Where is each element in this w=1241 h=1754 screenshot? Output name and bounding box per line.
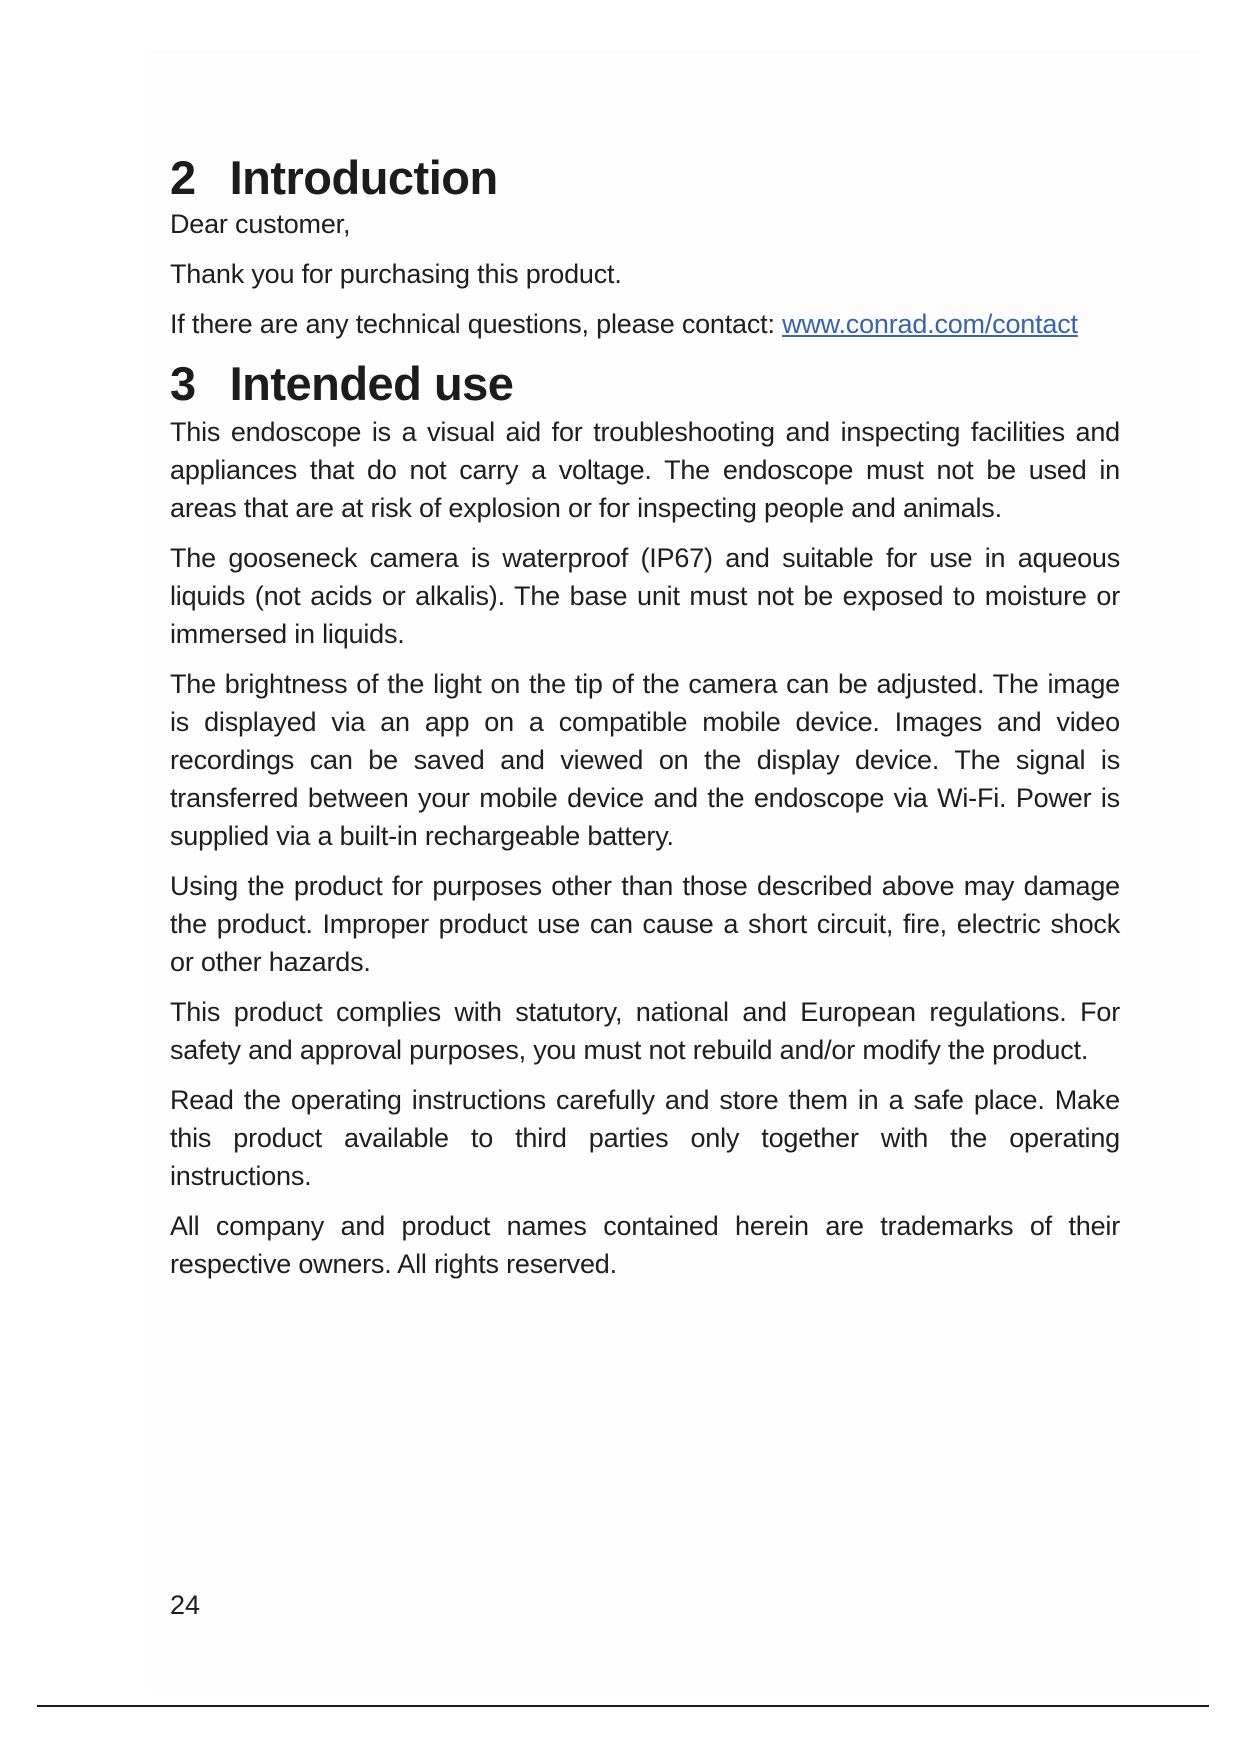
heading-number: 3 — [170, 357, 196, 411]
paragraph: This endoscope is a visual aid for troubleshooting and inspecting facilities and appliances that do not carry a voltage. The endoscope must not be used in areas that are at risk of explosion or for inspecting people and animals. — [170, 416, 1120, 523]
page-number: 24 — [170, 1590, 201, 1620]
contact-paragraph — [170, 306, 1120, 342]
footer-divider — [37, 1705, 1209, 1707]
greeting-text: Dear customer, — [170, 209, 351, 240]
paragraph: This product complies with statutory, national and European regulations. For safety and approval purposes, you must not rebuild and/or modify the product. — [170, 996, 1120, 1065]
heading-introduction — [170, 150, 1120, 206]
paragraph: Using the product for purposes other than those described above may damage the product. Improper product use can cause a short circuit, fire, electric shock or other hazards. — [170, 870, 1120, 977]
contact-link[interactable]: www.conrad.com/contact — [782, 309, 1078, 340]
heading-title: Introduction — [229, 151, 498, 204]
thanks-text: Thank you for purchasing this product. — [170, 259, 622, 290]
paragraph: The brightness of the light on the tip of the camera can be adjusted. The image is displayed via an app on a compatible mobile device. Images and video recordings can be saved and viewed on the display device. The signal is transferred between your mobile device and the endoscope via Wi-Fi. Power is supplied via a built-in rechargeable battery. — [170, 668, 1120, 851]
paragraph: The gooseneck camera is waterproof (IP67) and suitable for use in aqueous liquids (not acids or alkalis). The base unit must not be exposed to moisture or immersed in liquids. — [170, 542, 1120, 649]
document-content — [170, 150, 1120, 1295]
paragraph: Read the operating instructions carefully and store them in a safe place. Make this product available to third parties only together with the operating instructions. — [170, 1084, 1120, 1191]
heading-title: Intended use — [229, 357, 514, 411]
heading-number: 2 — [170, 151, 196, 204]
paragraph: All company and product names contained herein are trademarks of their respective owners. All rights reserved. — [170, 1210, 1120, 1279]
heading-intended-use — [170, 356, 1120, 412]
contact-text: If there are any technical questions, please contact: — [170, 309, 783, 340]
